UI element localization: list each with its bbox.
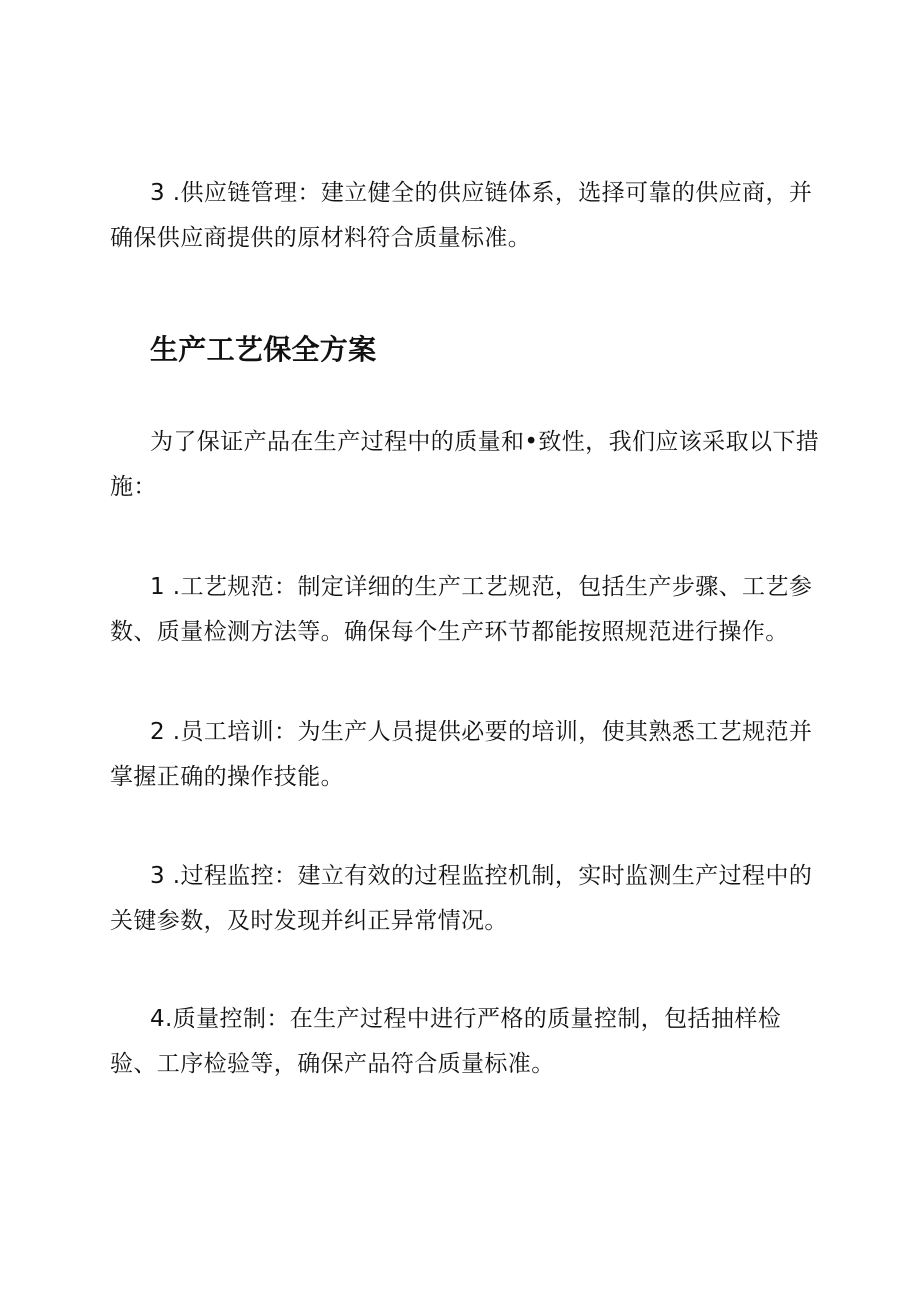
paragraph-line: 3 .过程监控：建立有效的过程监控机制，实时监测生产过程中的	[150, 863, 813, 889]
paragraph-line: 4.质量控制：在生产过程中进行严格的质量控制，包括抽样检	[150, 1006, 782, 1032]
paragraph-line: 施：	[110, 474, 157, 500]
section-heading: 生产工艺保全方案	[150, 333, 377, 366]
paragraph-line: 验、工序检验等，确保产品符合质量标准。	[110, 1051, 555, 1077]
paragraph-staff-training	[110, 710, 813, 800]
paragraph-line: 确保供应商提供的原材料符合质量标准。	[110, 225, 532, 251]
paragraph-process-specification	[110, 565, 813, 655]
paragraph-supply-chain	[110, 171, 813, 261]
paragraph-line: 1 .工艺规范：制定详细的生产工艺规范，包括生产步骤、工艺参	[150, 574, 813, 600]
paragraph-line: 关键参数，及时发现并纠正异常情况。	[110, 908, 508, 934]
paragraph-line: 为了保证产品在生产过程中的质量和•致性，我们应该采取以下措	[150, 429, 820, 455]
paragraph-line: 掌握正确的操作技能。	[110, 764, 344, 790]
paragraph-line: 数、质量检测方法等。确保每个生产环节都能按照规范进行操作。	[110, 619, 789, 645]
paragraph-line: 2 .员工培训：为生产人员提供必要的培训，使其熟悉工艺规范并	[150, 719, 813, 745]
paragraph-quality-control	[110, 997, 810, 1087]
paragraph-process-monitoring	[110, 854, 813, 944]
paragraph-line: 3 .供应链管理：建立健全的供应链体系，选择可靠的供应商，并	[150, 180, 813, 206]
paragraph-intro	[110, 420, 820, 510]
